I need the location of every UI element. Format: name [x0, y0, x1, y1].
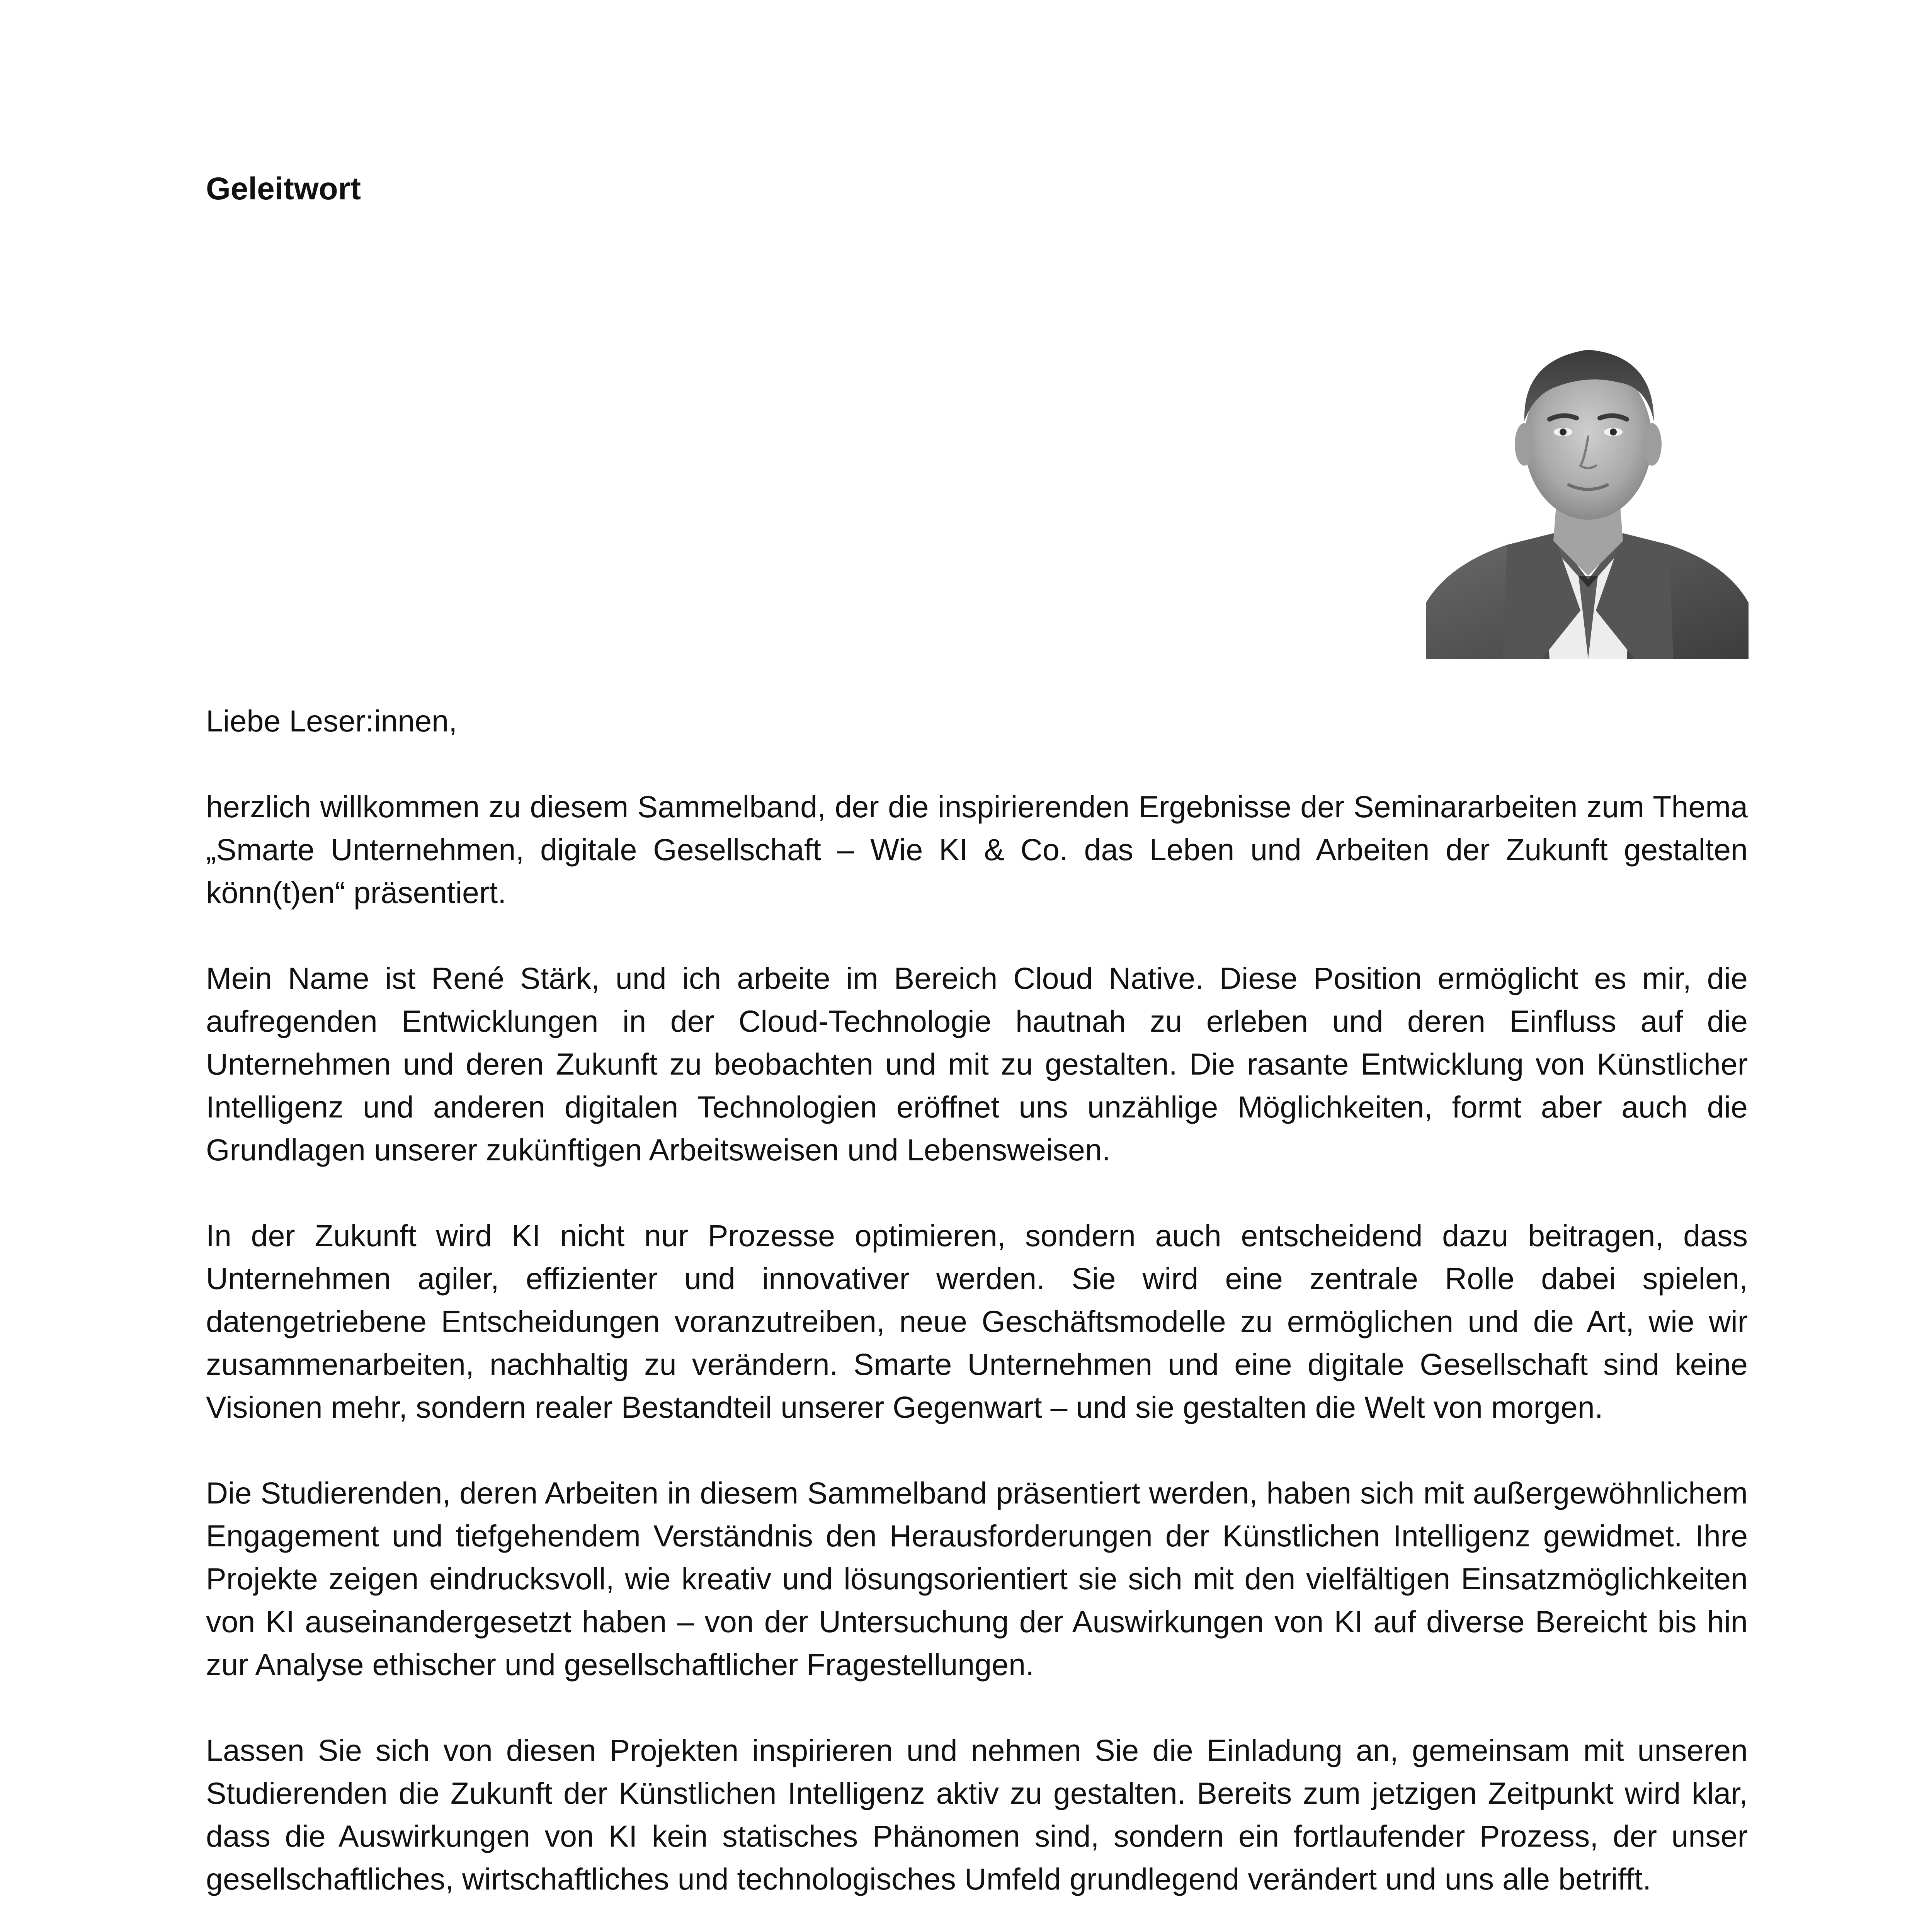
salutation: Liebe Leser:innen, [206, 704, 458, 738]
page-title: Geleitwort [206, 171, 361, 206]
paragraph-intro: herzlich willkommen zu diesem Sammelband, der die inspirierenden Ergebnisse der Seminararbeiten zum Thema „Smarte Unternehmen, digitale Gesellschaft – Wie KI & Co. das Leben und Arbeiten der Zukunft gestalten könn(t)en“ präsentiert. [206, 789, 1748, 910]
paragraph-author: Mein Name ist René Stärk, und ich arbeite im Bereich Cloud Native. Diese Position ermöglicht es mir, die aufregenden Entwicklungen in der Cloud-Technologie hautnah zu erleben und deren Einfluss auf die Unternehmen und deren Zukunft zu beobachten und mit zu gestalten. Die rasante Entwicklung von Künstlicher Intelligenz und anderen digitalen Technologien eröffnet uns unzählige Möglichkeiten, formt aber auch die Grundlagen unserer zukünftigen Arbeitsweisen und Lebensweisen. [206, 961, 1748, 1167]
author-portrait [1426, 309, 1749, 659]
paragraph-invitation: Lassen Sie sich von diesen Projekten inspirieren und nehmen Sie die Einladung an, gemeinsam mit unseren Studierenden die Zukunft der Künstlichen Intelligenz aktiv zu gestalten. Bereits zum jetzigen Zeitpunkt wird klar, dass die Auswirkungen von KI kein statisches Phänomen sind, sondern ein fortlaufender Prozess, der unser gesellschaftliches, wirtschaftliches und technologisches Umfeld grundlegend verändert und uns alle betrifft. [206, 1733, 1748, 1896]
paragraph-future-ai: In der Zukunft wird KI nicht nur Prozesse optimieren, sondern auch entscheidend dazu beitragen, dass Unternehmen agiler, effizienter und innovativer werden. Sie wird eine zentrale Rolle dabei spielen, datengetriebene Entscheidungen voranzutreiben, neue Geschäftsmodelle zu ermöglichen und die Art, wie wir zusammenarbeiten, nachhaltig zu verändern. Smarte Unternehmen und eine digitale Gesellschaft sind keine Visionen mehr, sondern realer Bestandteil unserer Gegenwart – und sie gestalten die Welt von morgen. [206, 1218, 1748, 1424]
author-portrait-image [1426, 309, 1749, 659]
paragraph-students: Die Studierenden, deren Arbeiten in diesem Sammelband präsentiert werden, haben sich mit außergewöhnlichem Engagement und tiefgehendem Verständnis den Herausforderungen der Künstlichen Intelligenz gewidmet. Ihre Projekte zeigen eindrucksvoll, wie kreativ und lösungsorientiert sie sich mit den vielfältigen Einsatzmöglichkeiten von KI auseinandergesetzt haben – von der Untersuchung der Auswirkungen von KI auf diverse Bereicht bis hin zur Analyse ethischer und gesellschaftlicher Fragestellungen. [206, 1476, 1748, 1682]
foreword-body [206, 699, 1748, 1932]
